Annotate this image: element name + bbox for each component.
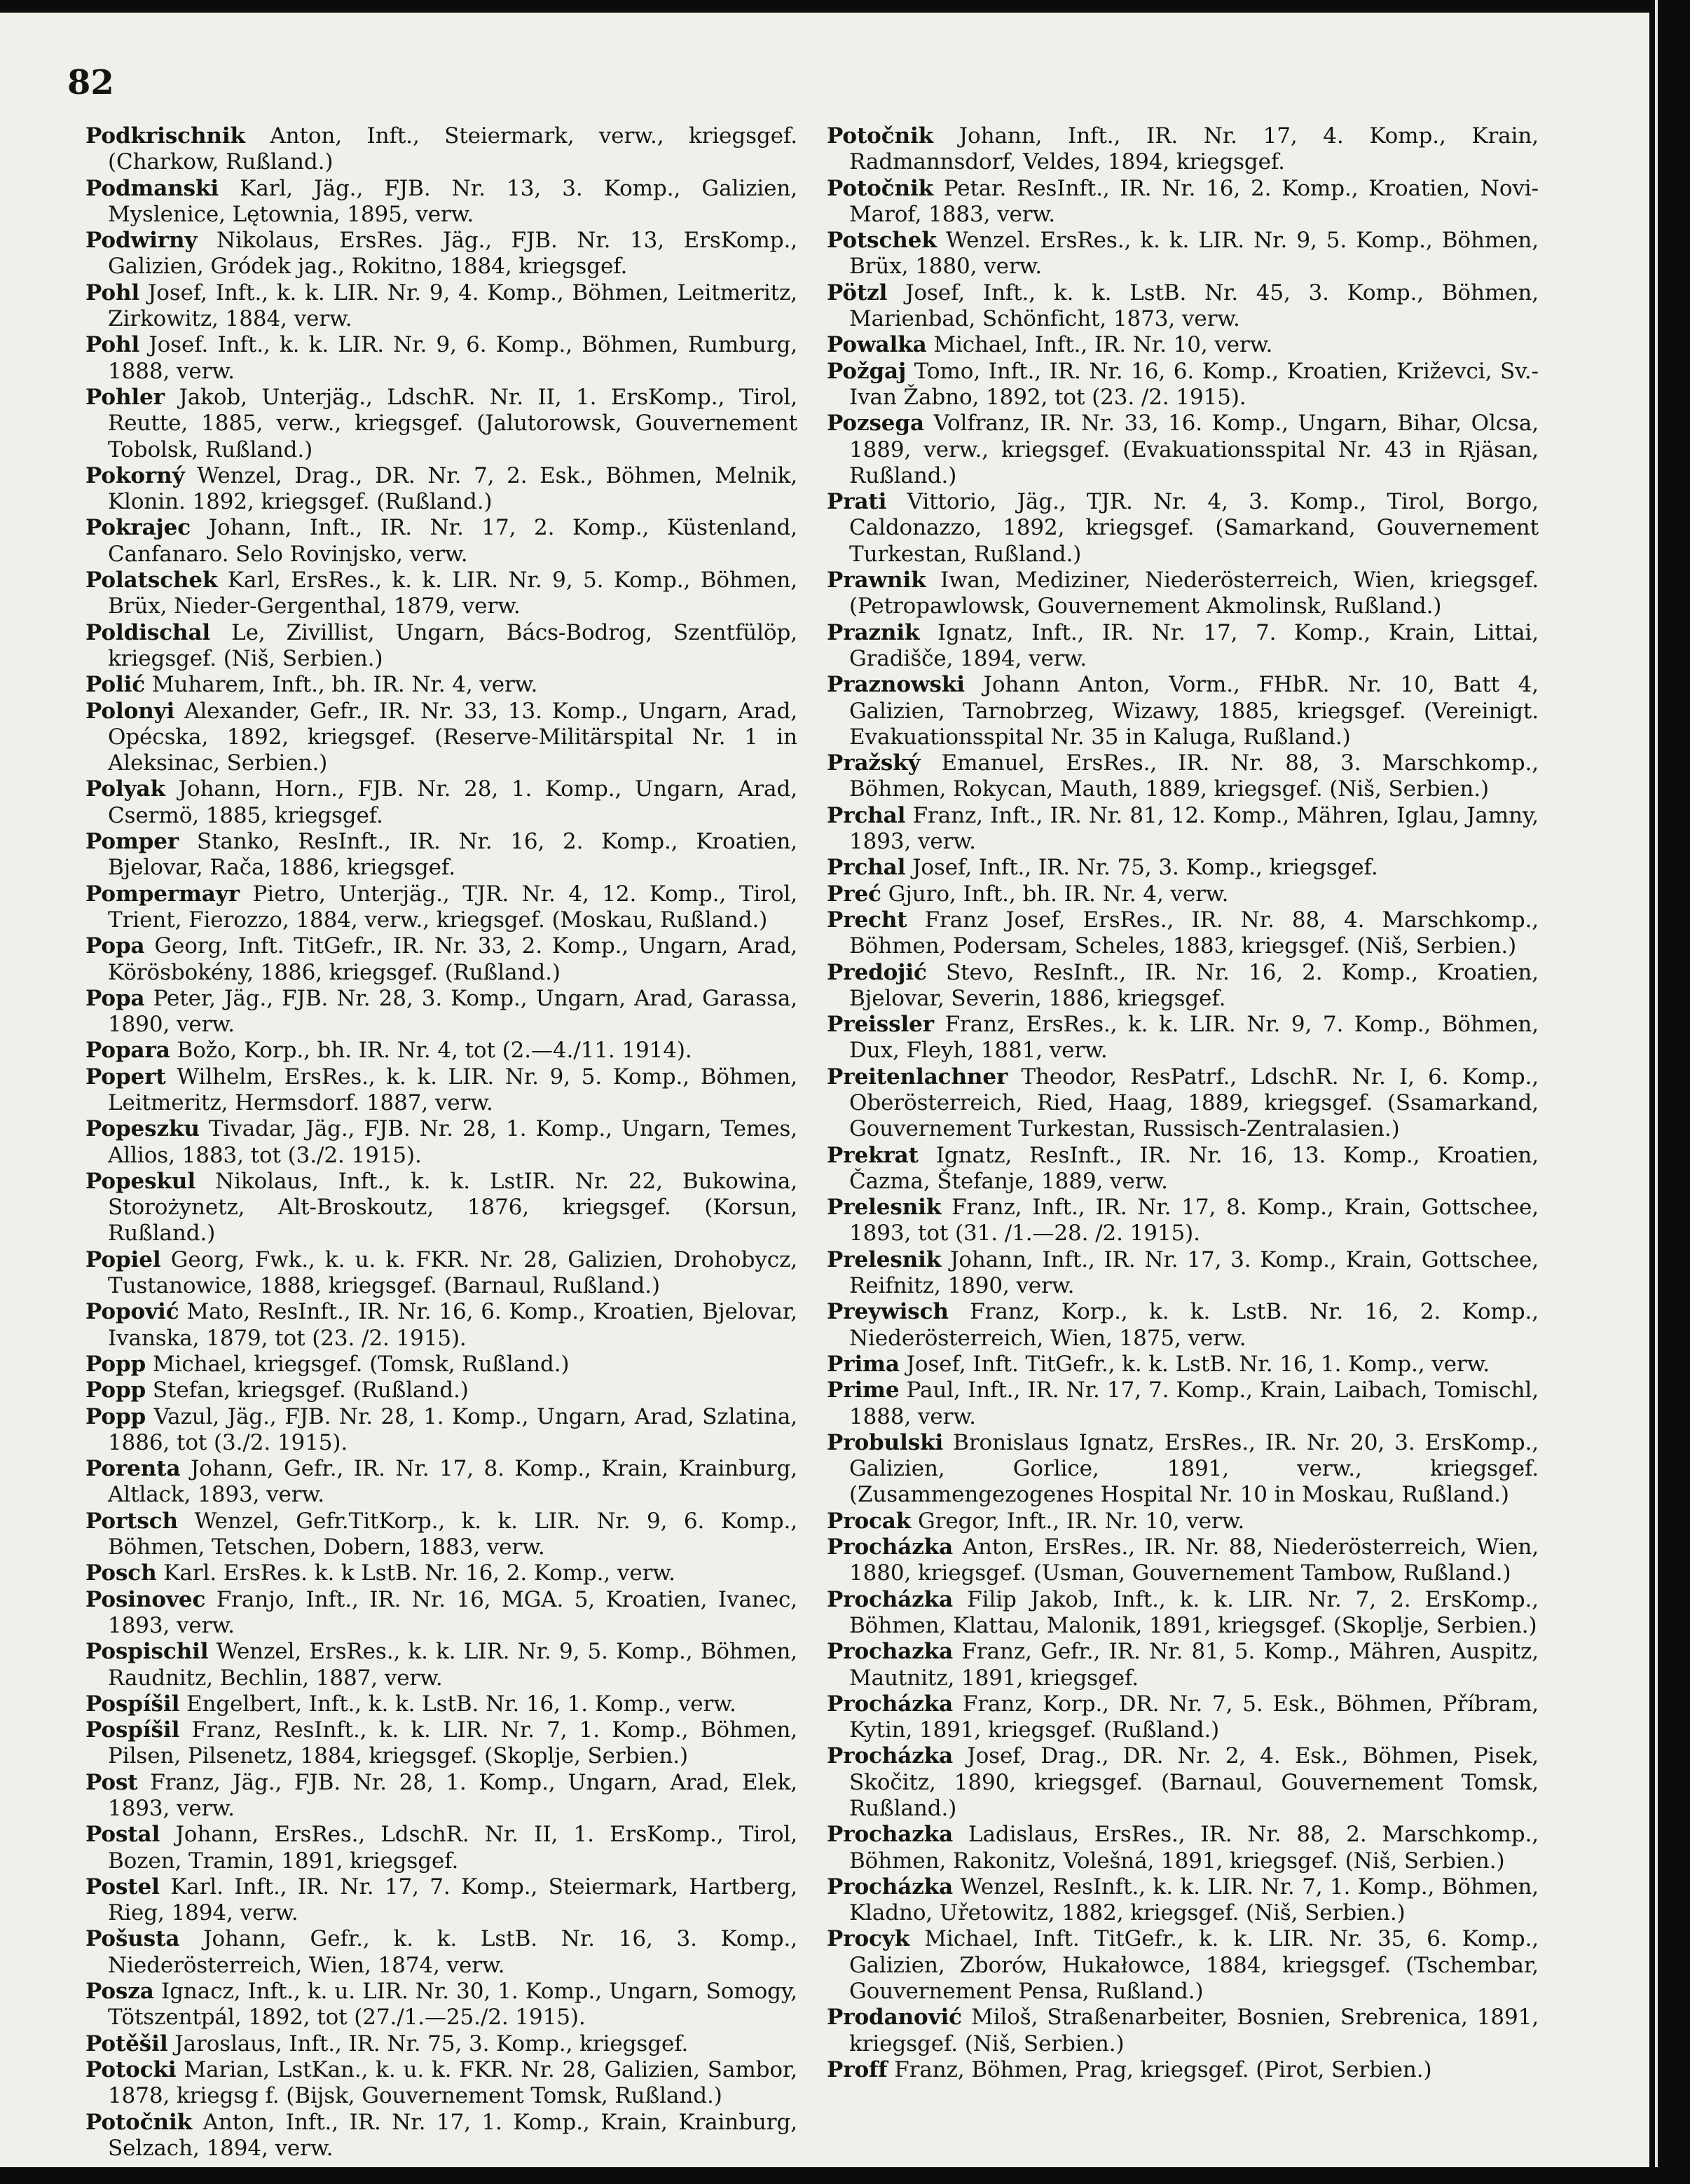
register-entry: [85, 1352, 797, 1378]
entry-surname: Pohl: [85, 332, 140, 358]
register-entry: [85, 1169, 797, 1247]
entry-surname: Popa: [85, 933, 145, 959]
entry-surname: Procházka: [827, 1874, 954, 1900]
entry-surname: Prime: [827, 1378, 900, 1403]
entry-surname: Pokrajec: [85, 515, 191, 541]
register-entry: [85, 1874, 797, 1927]
entry-surname: Pospischil: [85, 1639, 209, 1665]
entry-surname: Proff: [827, 2056, 888, 2082]
entry-details: Johann Anton, Vorm., FHbR. Nr. 10, Batt 4, Galizien, Tarnobrzeg, Wizawy, 1885, kriegsgef. (Vereinigt. Evakuationsspital Nr. 35 in Kaluga, Rußland.): [849, 672, 1539, 750]
entry-details: Josef, Inft., IR. Nr. 75, 3. Komp., kriegsgef.: [912, 855, 1378, 881]
register-entry: [827, 907, 1539, 960]
entry-surname: Potočnik: [827, 123, 934, 149]
entry-surname: Prelesnik: [827, 1195, 942, 1221]
left-column: [85, 123, 797, 2162]
entry-details: Anton, ErsRes., IR. Nr. 88, Niederösterreich, Wien, 1880, kriegsgef. (Usman, Gouvernement Tambow, Rußland.): [849, 1534, 1539, 1586]
entry-surname: Prochazka: [827, 1822, 954, 1848]
entry-details: Wenzel, ResInft., k. k. LIR. Nr. 7, 1. Komp., Böhmen, Kladno, Uřetowitz, 1882, kriegsgef. (Niš, Serbien.): [849, 1874, 1539, 1926]
register-entry: [827, 855, 1539, 881]
entry-details: Ignatz, ResInft., IR. Nr. 16, 13. Komp., Kroatien, Čazma, Štefanje, 1889, verw.: [849, 1142, 1539, 1194]
entry-details: Wenzel, Drag., DR. Nr. 7, 2. Esk., Böhmen, Melnik, Klonin. 1892, kriegsgef. (Rußland.): [108, 462, 798, 515]
register-entry: [827, 1743, 1539, 1822]
register-entry: [85, 1299, 797, 1352]
scan-edge-top: [0, 0, 1690, 13]
entry-surname: Popara: [85, 1038, 170, 1064]
entry-details: Georg, Inft. TitGefr., IR. Nr. 33, 2. Komp., Ungarn, Arad, Körösbokény, 1886, kriegsgef. (Rußland.): [108, 933, 797, 985]
entry-details: Tivadar, Jäg., FJB. Nr. 28, 1. Komp., Ungarn, Temes, Allios, 1883, tot (3./2. 1915).: [108, 1116, 797, 1168]
page-number: 82: [67, 63, 114, 102]
entry-surname: Popeskul: [85, 1168, 196, 1194]
entry-details: Johann, Gefr., IR. Nr. 17, 8. Komp., Krain, Krainburg, Altlack, 1893, verw.: [108, 1456, 797, 1508]
register-entry: [85, 1247, 797, 1300]
register-entry: [827, 176, 1539, 228]
entry-surname: Prodanović: [827, 2005, 962, 2031]
register-entry: [85, 776, 797, 829]
entry-details: Franz, Jäg., FJB. Nr. 28, 1. Komp., Ungarn, Arad, Elek, 1893, verw.: [108, 1769, 798, 1821]
entry-details: Filip Jakob, Inft., k. k. LIR. Nr. 7, 2. ErsKomp., Böhmen, Klattau, Malonik, 1891, kriegsgef. (Skoplje, Serbien.): [849, 1586, 1539, 1638]
entry-surname: Postel: [85, 1874, 160, 1900]
register-entry: [85, 463, 797, 516]
entry-details: Vazul, Jäg., FJB. Nr. 28, 1. Komp., Ungarn, Arad, Szlatina, 1886, tot (3./2. 1915).: [108, 1403, 797, 1455]
register-entry: [85, 568, 797, 620]
register-entry: [827, 228, 1539, 280]
entry-surname: Pohler: [85, 384, 165, 410]
entry-details: Georg, Fwk., k. u. k. FKR. Nr. 28, Galizien, Drohobycz, Tustanowice, 1888, kriegsgef. (Barnaul, Rußland.): [108, 1246, 797, 1299]
entry-surname: Procházka: [827, 1586, 954, 1612]
register-entry: [827, 411, 1539, 489]
register-entry: [827, 1143, 1539, 1195]
entry-surname: Polyak: [85, 776, 165, 802]
entry-details: Božo, Korp., bh. IR. Nr. 4, tot (2.—4./11. 1914).: [177, 1038, 692, 1064]
entry-details: Ladislaus, ErsRes., IR. Nr. 88, 2. Marschkomp., Böhmen, Rakonitz, Volešná, 1891, kriegsgef. (Niš, Serbien.): [849, 1822, 1539, 1874]
entry-surname: Preć: [827, 881, 881, 907]
register-entry: [85, 280, 797, 333]
register-entry: [85, 123, 797, 176]
entry-surname: Prekrat: [827, 1142, 919, 1168]
entry-surname: Prima: [827, 1351, 900, 1377]
entry-surname: Posch: [85, 1560, 157, 1586]
entry-details: Wilhelm, ErsRes., k. k. LIR. Nr. 9, 5. Komp., Böhmen, Leitmeritz, Hermsdorf. 1887, verw.: [108, 1064, 797, 1115]
register-entry: [85, 672, 797, 698]
entry-details: Stanko, ResInft., IR. Nr. 16, 2. Komp., Kroatien, Bjelovar, Rača, 1886, kriegsgef.: [108, 829, 797, 881]
entry-surname: Poldischal: [85, 619, 211, 645]
register-entry: [85, 176, 797, 228]
entry-details: Franz, Korp., k. k. LstB. Nr. 16, 2. Komp., Niederösterreich, Wien, 1875, verw.: [849, 1299, 1539, 1351]
register-entry: [85, 1509, 797, 1561]
register-entry: [85, 1639, 797, 1691]
scan-edge-bottom: [0, 2167, 1690, 2184]
register-entry: [827, 1352, 1539, 1378]
entry-surname: Polić: [85, 672, 146, 698]
register-entry: [85, 829, 797, 881]
register-entry: [827, 332, 1539, 358]
entry-details: Wenzel, Gefr.TitKorp., k. k. LIR. Nr. 9, 6. Komp., Böhmen, Tetschen, Dobern, 1883, verw.: [108, 1508, 797, 1560]
entry-details: Franz Josef, ErsRes., IR. Nr. 88, 4. Marschkomp., Böhmen, Podersam, Scheles, 1883, kriegsgef. (Niš, Serbien.): [849, 907, 1539, 959]
entry-surname: Potschek: [827, 228, 937, 254]
register-entry: [827, 1534, 1539, 1587]
entry-details: Le, Zivillist, Ungarn, Bács-Bodrog, Szentfülöp, kriegsgef. (Niš, Serbien.): [108, 619, 797, 671]
entry-details: Michael, Inft. TitGefr., k. k. LIR. Nr. 35, 6. Komp., Galizien, Zborów, Hukałowce, 1884, kriegsgef. (Tschembar, Gouvernement Pensa, Rußland.): [849, 1926, 1539, 2005]
entry-details: Franz, Inft., IR. Nr. 81, 12. Komp., Mähren, Iglau, Jamny, 1893, verw.: [849, 802, 1539, 855]
entry-surname: Pomper: [85, 829, 179, 855]
entry-details: Josef, Inft., k. k. LstB. Nr. 45, 3. Komp., Böhmen, Marienbad, Schönficht, 1873, verw.: [849, 280, 1539, 332]
register-entry: [827, 1378, 1539, 1430]
entry-details: Muharem, Inft., bh. IR. Nr. 4, verw.: [151, 672, 538, 698]
entry-details: Franz, ResInft., k. k. LIR. Nr. 7, 1. Komp., Böhmen, Pilsen, Pilsenetz, 1884, kriegsgef. (Skoplje, Serbien.): [108, 1717, 797, 1769]
register-entry: [85, 228, 797, 280]
entry-surname: Postal: [85, 1822, 160, 1848]
entry-details: Michael, kriegsgef. (Tomsk, Rußland.): [152, 1351, 570, 1377]
entry-details: Petar. ResInft., IR. Nr. 16, 2. Komp., Kroatien, Novi-Marof, 1883, verw.: [849, 175, 1539, 227]
entry-surname: Prelesnik: [827, 1246, 942, 1272]
entry-surname: Podkrischnik: [85, 123, 245, 149]
entry-surname: Prochazka: [827, 1639, 954, 1665]
entry-surname: Potěšil: [85, 2031, 168, 2056]
entry-surname: Preitenlachner: [827, 1064, 1008, 1090]
entry-surname: Popović: [85, 1299, 179, 1325]
register-entry: [85, 1064, 797, 1117]
entry-details: Josef, Inft., k. k. LIR. Nr. 9, 4. Komp., Böhmen, Leitmeritz, Zirkowitz, 1884, verw.: [108, 280, 797, 332]
entry-surname: Posza: [85, 1979, 154, 2005]
entry-details: Karl, Jäg., FJB. Nr. 13, 3. Komp., Galizien, Myslenice, Lętownia, 1895, verw.: [108, 175, 797, 227]
entry-surname: Podwirny: [85, 228, 198, 254]
register-entry: [827, 2057, 1539, 2083]
entry-details: Tomo, Inft., IR. Nr. 16, 6. Komp., Kroatien, Križevci, Sv.-Ivan Žabno, 1892, tot (23. /2. 1915).: [849, 358, 1539, 410]
entry-details: Karl. ErsRes. k. k LstB. Nr. 16, 2. Komp., verw.: [163, 1560, 675, 1586]
entry-details: Wenzel, ErsRes., k. k. LIR. Nr. 9, 5. Komp., Böhmen, Raudnitz, Bechlin, 1887, verw.: [108, 1639, 797, 1691]
entry-details: Johann, Inft., IR. Nr. 17, 3. Komp., Krain, Gottschee, Reifnitz, 1890, verw.: [849, 1246, 1539, 1299]
register-entry: [827, 1691, 1539, 1744]
entry-details: Stefan, kriegsgef. (Rußland.): [152, 1378, 469, 1403]
register-entry: [85, 986, 797, 1038]
entry-surname: Pohl: [85, 280, 140, 305]
entry-surname: Prati: [827, 489, 887, 515]
entry-surname: Potocki: [85, 2056, 177, 2082]
register-entry: [827, 960, 1539, 1012]
entry-surname: Popa: [85, 985, 145, 1011]
register-entry: [85, 881, 797, 934]
entry-details: Alexander, Gefr., IR. Nr. 33, 13. Komp., Ungarn, Arad, Opécska, 1892, kriegsgef. (Reserve-Militärspital Nr. 1 in Aleksinac, Serbien.): [108, 698, 797, 776]
entry-details: Ignacz, Inft., k. u. LIR. Nr. 30, 1. Komp., Ungarn, Somogy, Tötszentpál, 1892, tot (27./1.—25./2. 1915).: [108, 1979, 797, 2031]
register-entry: [827, 1299, 1539, 1352]
register-entry: [85, 1717, 797, 1770]
entry-surname: Precht: [827, 907, 907, 933]
register-entry: [85, 1587, 797, 1640]
entry-surname: Praznik: [827, 619, 920, 645]
register-entry: [827, 123, 1539, 176]
entry-surname: Porenta: [85, 1456, 181, 1482]
entry-details: Josef, Drag., DR. Nr. 2, 4. Esk., Böhmen, Pisek, Skočitz, 1890, kriegsgef. (Barnaul, Gouvernement Tomsk, Rußland.): [849, 1743, 1539, 1821]
register-entry: [827, 881, 1539, 907]
entry-surname: Prawnik: [827, 568, 926, 593]
entry-details: Jaroslaus, Inft., IR. Nr. 75, 3. Komp., kriegsgef.: [174, 2031, 689, 2056]
register-entry: [827, 568, 1539, 620]
register-entry: [85, 1404, 797, 1457]
register-entry: [827, 1195, 1539, 1247]
entry-details: Engelbert, Inft., k. k. LstB. Nr. 16, 1. Komp., verw.: [186, 1691, 736, 1717]
entry-surname: Pompermayr: [85, 881, 240, 907]
entry-surname: Procházka: [827, 1534, 954, 1560]
register-entry: [85, 1378, 797, 1403]
entry-details: Josef, Inft. TitGefr., k. k. LstB. Nr. 16, 1. Komp., verw.: [906, 1351, 1490, 1377]
entry-details: Karl, ErsRes., k. k. LIR. Nr. 9, 5. Komp., Böhmen, Brüx, Nieder-Gergenthal, 1879, verw.: [108, 568, 797, 619]
entry-surname: Polonyi: [85, 698, 175, 724]
entry-surname: Probulski: [827, 1429, 944, 1455]
register-entry: [85, 699, 797, 777]
entry-details: Pietro, Unterjäg., TJR. Nr. 4, 12. Komp., Tirol, Trient, Fierozzo, 1884, verw., kriegsgef. (Moskau, Rußland.): [108, 881, 797, 933]
entry-details: Michael, Inft., IR. Nr. 10, verw.: [933, 332, 1273, 358]
register-entry: [827, 1874, 1539, 1927]
entry-details: Franz, Gefr., IR. Nr. 81, 5. Komp., Mähren, Auspitz, Mautnitz, 1891, kriegsgef.: [849, 1639, 1539, 1691]
entry-details: Gjuro, Inft., bh. IR. Nr. 4, verw.: [888, 881, 1229, 907]
entry-details: Josef. Inft., k. k. LIR. Nr. 9, 6. Komp., Böhmen, Rumburg, 1888, verw.: [108, 332, 797, 384]
register-entry: [85, 1456, 797, 1509]
entry-surname: Pospíšil: [85, 1717, 180, 1743]
entry-details: Theodor, ResPatrf., LdschR. Nr. I, 6. Komp., Oberösterreich, Ried, Haag, 1889, kriegsgef. (Ssamarkand, Gouvernement Turkestan, Russisch-Zentralasien.): [849, 1064, 1539, 1142]
entry-surname: Post: [85, 1769, 138, 1795]
entry-surname: Posinovec: [85, 1586, 206, 1612]
register-entry: [85, 332, 797, 385]
entry-details: Peter, Jäg., FJB. Nr. 28, 3. Komp., Ungarn, Arad, Garassa, 1890, verw.: [108, 985, 797, 1038]
entry-surname: Podmanski: [85, 175, 219, 201]
register-entry: [827, 1064, 1539, 1143]
entry-details: Miloš, Straßenarbeiter, Bosnien, Srebrenica, 1891, kriegsgef. (Niš, Serbien.): [849, 2005, 1539, 2056]
entry-details: Franz, ErsRes., k. k. LIR. Nr. 9, 7. Komp., Böhmen, Dux, Fleyh, 1881, verw.: [849, 1012, 1539, 1064]
register-entry: [85, 1770, 797, 1822]
entry-surname: Pötzl: [827, 280, 888, 305]
entry-details: Anton, Inft., Steiermark, verw., kriegsgef. (Charkow, Rußland.): [108, 123, 797, 175]
register-entry: [827, 1587, 1539, 1640]
entry-surname: Predojić: [827, 959, 927, 985]
register-entry: [85, 1691, 797, 1717]
register-entry: [827, 1639, 1539, 1691]
register-entry: [85, 1038, 797, 1064]
entry-surname: Pozsega: [827, 411, 924, 437]
right-column: [827, 123, 1539, 2083]
entry-details: Vittorio, Jäg., TJR. Nr. 4, 3. Komp., Tirol, Borgo, Caldonazzo, 1892, kriegsgef. (Samarkand, Gouvernement Turkestan, Rußland.): [849, 489, 1539, 567]
entry-surname: Pošusta: [85, 1926, 180, 1952]
entry-surname: Prchal: [827, 802, 906, 828]
register-entry: [85, 1926, 797, 1979]
register-entry: [85, 385, 797, 463]
entry-surname: Popp: [85, 1378, 146, 1403]
register-entry: [827, 803, 1539, 856]
entry-details: Iwan, Mediziner, Niederösterreich, Wien, kriegsgef. (Petropawlowsk, Gouvernement Akmolinsk, Rußland.): [849, 568, 1539, 619]
register-entry: [85, 2057, 797, 2110]
register-entry: [827, 359, 1539, 411]
entry-details: Karl. Inft., IR. Nr. 17, 7. Komp., Steiermark, Hartberg, Rieg, 1894, verw.: [108, 1874, 797, 1926]
register-entry: [827, 1012, 1539, 1064]
entry-surname: Popp: [85, 1351, 146, 1377]
register-entry: [827, 489, 1539, 568]
entry-surname: Polatschek: [85, 568, 218, 593]
entry-details: Stevo, ResInft., IR. Nr. 16, 2. Komp., Kroatien, Bjelovar, Severin, 1886, kriegsgef.: [849, 959, 1539, 1011]
entry-surname: Popp: [85, 1403, 146, 1429]
entry-details: Bronislaus Ignatz, ErsRes., IR. Nr. 20, 3. ErsKomp., Galizien, Gorlice, 1891, verw., kriegsgef. (Zusammengezogenes Hospital Nr. 10 in Moskau, Rußland.): [849, 1429, 1539, 1508]
entry-surname: Pospíšil: [85, 1691, 180, 1717]
register-entry: [85, 1116, 797, 1169]
register-entry: [827, 1822, 1539, 1874]
register-entry: [827, 280, 1539, 333]
entry-surname: Potočnik: [827, 175, 934, 201]
entry-surname: Popiel: [85, 1246, 161, 1272]
entry-details: Ignatz, Inft., IR. Nr. 17, 7. Komp., Krain, Littai, Gradišče, 1894, verw.: [849, 619, 1539, 671]
entry-details: Volfranz, IR. Nr. 33, 16. Komp., Ungarn, Bihar, Olcsa, 1889, verw., kriegsgef. (Evakuationsspital Nr. 43 in Rjäsan, Rußland.): [849, 411, 1539, 488]
entry-surname: Preissler: [827, 1012, 934, 1038]
entry-details: Mato, ResInft., IR. Nr. 16, 6. Komp., Kroatien, Bjelovar, Ivanska, 1879, tot (23. /2. 1915).: [108, 1299, 797, 1351]
register-entry: [827, 1247, 1539, 1300]
entry-surname: Praznowski: [827, 672, 965, 698]
entry-surname: Prchal: [827, 855, 906, 881]
register-entry: [85, 2110, 797, 2162]
entry-surname: Powalka: [827, 332, 927, 358]
entry-details: Nikolaus, ErsRes. Jäg., FJB. Nr. 13, ErsKomp., Galizien, Gródek jag., Rokitno, 1884, kriegsgef.: [108, 228, 797, 280]
entry-surname: Potočnik: [85, 2109, 193, 2135]
entry-surname: Procak: [827, 1508, 912, 1534]
register-entry: [85, 1979, 797, 2031]
register-entry: [85, 515, 797, 568]
register-entry: [85, 1560, 797, 1586]
entry-details: Paul, Inft., IR. Nr. 17, 7. Komp., Krain, Laibach, Tomischl, 1888, verw.: [849, 1378, 1539, 1429]
register-entry: [827, 1926, 1539, 2005]
entry-surname: Preywisch: [827, 1299, 949, 1325]
entry-surname: Procházka: [827, 1743, 954, 1769]
entry-surname: Popert: [85, 1064, 166, 1090]
entry-details: Franz, Inft., IR. Nr. 17, 8. Komp., Krain, Gottschee, 1893, tot (31. /1.—28. /2. 1915).: [849, 1195, 1539, 1246]
entry-surname: Portsch: [85, 1508, 178, 1534]
register-entry: [827, 750, 1539, 803]
entry-surname: Procházka: [827, 1691, 954, 1717]
register-entry: [827, 1430, 1539, 1509]
entry-details: Johann, Horn., FJB. Nr. 28, 1. Komp., Ungarn, Arad, Csermö, 1885, kriegsgef.: [108, 776, 797, 828]
entry-details: Anton, Inft., IR. Nr. 17, 1. Komp., Krain, Krainburg, Selzach, 1894, verw.: [108, 2109, 797, 2161]
entry-details: Franz, Böhmen, Prag, kriegsgef. (Pirot, Serbien.): [894, 2056, 1432, 2082]
entry-details: Johann, Gefr., k. k. LstB. Nr. 16, 3. Komp., Niederösterreich, Wien, 1874, verw.: [108, 1926, 798, 1978]
register-entry: [827, 1509, 1539, 1534]
entry-details: Johann, ErsRes., LdschR. Nr. II, 1. ErsKomp., Tirol, Bozen, Tramin, 1891, kriegsgef.: [108, 1822, 797, 1874]
register-entry: [85, 620, 797, 673]
entry-details: Franjo, Inft., IR. Nr. 16, MGA. 5, Kroatien, Ivanec, 1893, verw.: [108, 1586, 797, 1638]
entry-details: Marian, LstKan., k. u. k. FKR. Nr. 28, Galizien, Sambor, 1878, kriegsg f. (Bijsk, Gouvernement Tomsk, Rußland.): [108, 2056, 797, 2109]
entry-details: Wenzel. ErsRes., k. k. LIR. Nr. 9, 5. Komp., Böhmen, Brüx, 1880, verw.: [849, 228, 1539, 280]
entry-details: Nikolaus, Inft., k. k. LstIR. Nr. 22, Bukowina, Storożynetz, Alt-Broskoutz, 1876, kriegsgef. (Korsun, Rußland.): [108, 1168, 797, 1246]
register-entry: [827, 2005, 1539, 2057]
entry-surname: Procyk: [827, 1926, 910, 1952]
entry-surname: Pražský: [827, 750, 921, 776]
entry-surname: Požgaj: [827, 358, 907, 384]
entry-surname: Popeszku: [85, 1116, 200, 1142]
register-entry: [85, 2031, 797, 2057]
entry-details: Franz, Korp., DR. Nr. 7, 5. Esk., Böhmen, Příbram, Kytin, 1891, kriegsgef. (Rußland.): [849, 1691, 1539, 1743]
entry-details: Johann, Inft., IR. Nr. 17, 2. Komp., Küstenland, Canfanaro. Selo Rovinjsko, verw.: [108, 515, 797, 567]
entry-details: Emanuel, ErsRes., IR. Nr. 88, 3. Marschkomp., Böhmen, Rokycan, Mauth, 1889, kriegsgef. (Niš, Serbien.): [849, 750, 1539, 802]
register-entry: [85, 1822, 797, 1874]
register-entry: [85, 933, 797, 986]
entry-surname: Pokorný: [85, 462, 185, 488]
entry-details: Gregor, Inft., IR. Nr. 10, verw.: [917, 1508, 1245, 1534]
register-entry: [827, 672, 1539, 750]
register-entry: [827, 620, 1539, 673]
scan-edge-right-line: [1655, 0, 1658, 2184]
entry-details: Johann, Inft., IR. Nr. 17, 4. Komp., Krain, Radmannsdorf, Veldes, 1894, kriegsgef.: [849, 123, 1539, 175]
entry-details: Jakob, Unterjäg., LdschR. Nr. II, 1. ErsKomp., Tirol, Reutte, 1885, verw., kriegsgef. (Jalutorowsk, Gouvernement Tobolsk, Rußland.): [108, 384, 797, 462]
